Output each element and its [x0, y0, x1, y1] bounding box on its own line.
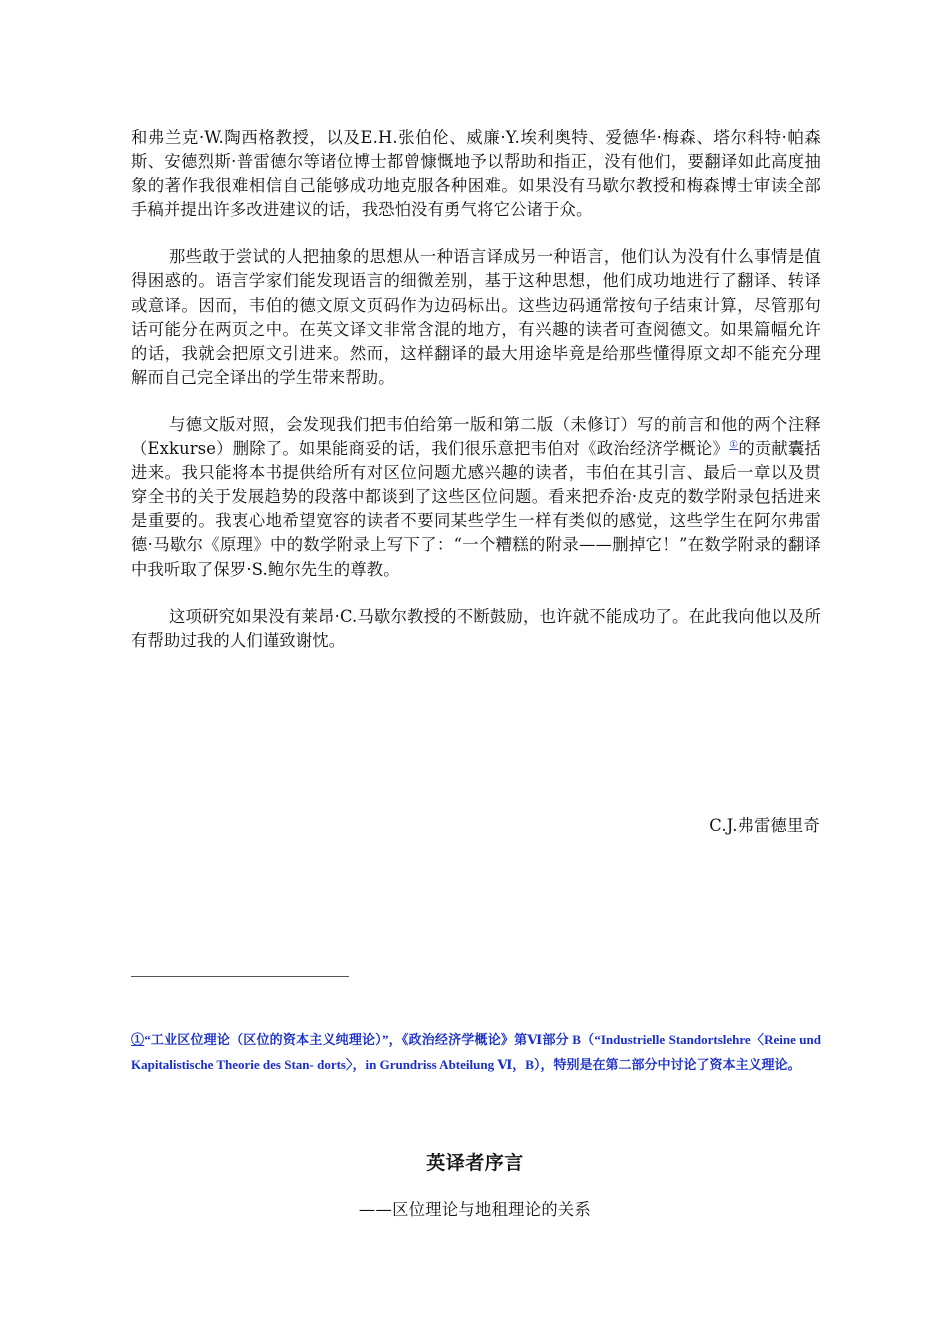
translator-signature: C.J.弗雷德里奇 — [709, 816, 820, 835]
main-text — [131, 126, 821, 676]
footnote-marker-link[interactable]: ① — [131, 1032, 145, 1047]
paragraph-3-text-before: 与德文版对照，会发现我们把韦伯给第一版和第二版（未修订）写的前言和他的两个注释（Exkurse）删除了。如果能商妥的话，我们很乐意把韦伯对《政治经济学概论》 — [131, 414, 821, 459]
footnote — [131, 1028, 821, 1077]
paragraph-4: 这项研究如果没有莱昂·C.马歇尔教授的不断鼓励，也许就不能成功了。在此我向他以及所有帮助过我的人们谨致谢忱。 — [131, 606, 821, 650]
paragraph-3 — [131, 413, 821, 582]
paragraph-1: 和弗兰克·W.陶西格教授，以及E.H.张伯伦、威廉·Y.埃利奥特、爱德华·梅森、塔尔科特·帕森斯、安德烈斯·普雷德尔等诸位博士都曾慷慨地予以帮助和指正，没有他们，要翻译如此高度抽象的著作我很难相信自己能够成功地克服各种困难。如果没有马歇尔教授和梅森博士审读全部手稿并提出许多改进建议的话，我恐怕没有勇气将它公诸于众。 — [131, 128, 821, 220]
paragraph-3-text-after: 的贡献囊括进来。我只能将本书提供给所有对区位问题尤感兴趣的读者，韦伯在其引言、最后一章以及贯穿全书的关于发展趋势的段落中都谈到了这些区位问题。看来把乔治·皮克的数学附录包括进来是重要的。我衷心地希望宽容的读者不要同某些学生一样有类似的感觉，这些学生在阿尔弗雷德·马歇尔《原理》中的数学附录上写下了：“一个糟糕的附录——删掉它！”在数学附录的翻译中我听取了保罗·S.鲍尔先生的尊教。 — [131, 439, 821, 579]
paragraph-2: 那些敢于尝试的人把抽象的思想从一种语言译成另一种语言，他们认为没有什么事情是值得困惑的。语言学家们能发现语言的细微差别，基于这种思想，他们成功地进行了翻译、转译或意译。因而，韦伯的德文原文页码作为边码标出。这些边码通常按句子结束计算，尽管那句话可能分在两页之中。在英文译文非常含混的地方，有兴趣的读者可查阅德文。如果篇幅允许的话，我就会把原文引进来。然而，这样翻译的最大用途毕竟是给那些懂得原文却不能充分理解而自己完全译出的学生带来帮助。 — [131, 247, 821, 387]
section-heading: 英译者序言 — [426, 1152, 524, 1174]
footnote-separator — [131, 976, 349, 977]
footnote-reference-link[interactable]: ① — [729, 439, 739, 451]
section-subheading: ——区位理论与地租理论的关系 — [358, 1200, 592, 1219]
footnote-text: “工业区位理论（区位的资本主义纯理论）”，《政治经济学概论》第Ⅵ部分 B（“Industrielle Standortslehre〈Reine und Kapitalistische Theorie des Stan- dorts〉，in Grundriss Abteilung Ⅵ，B），特别是在第二部分中讨论了资本主义理论。 — [131, 1032, 821, 1072]
